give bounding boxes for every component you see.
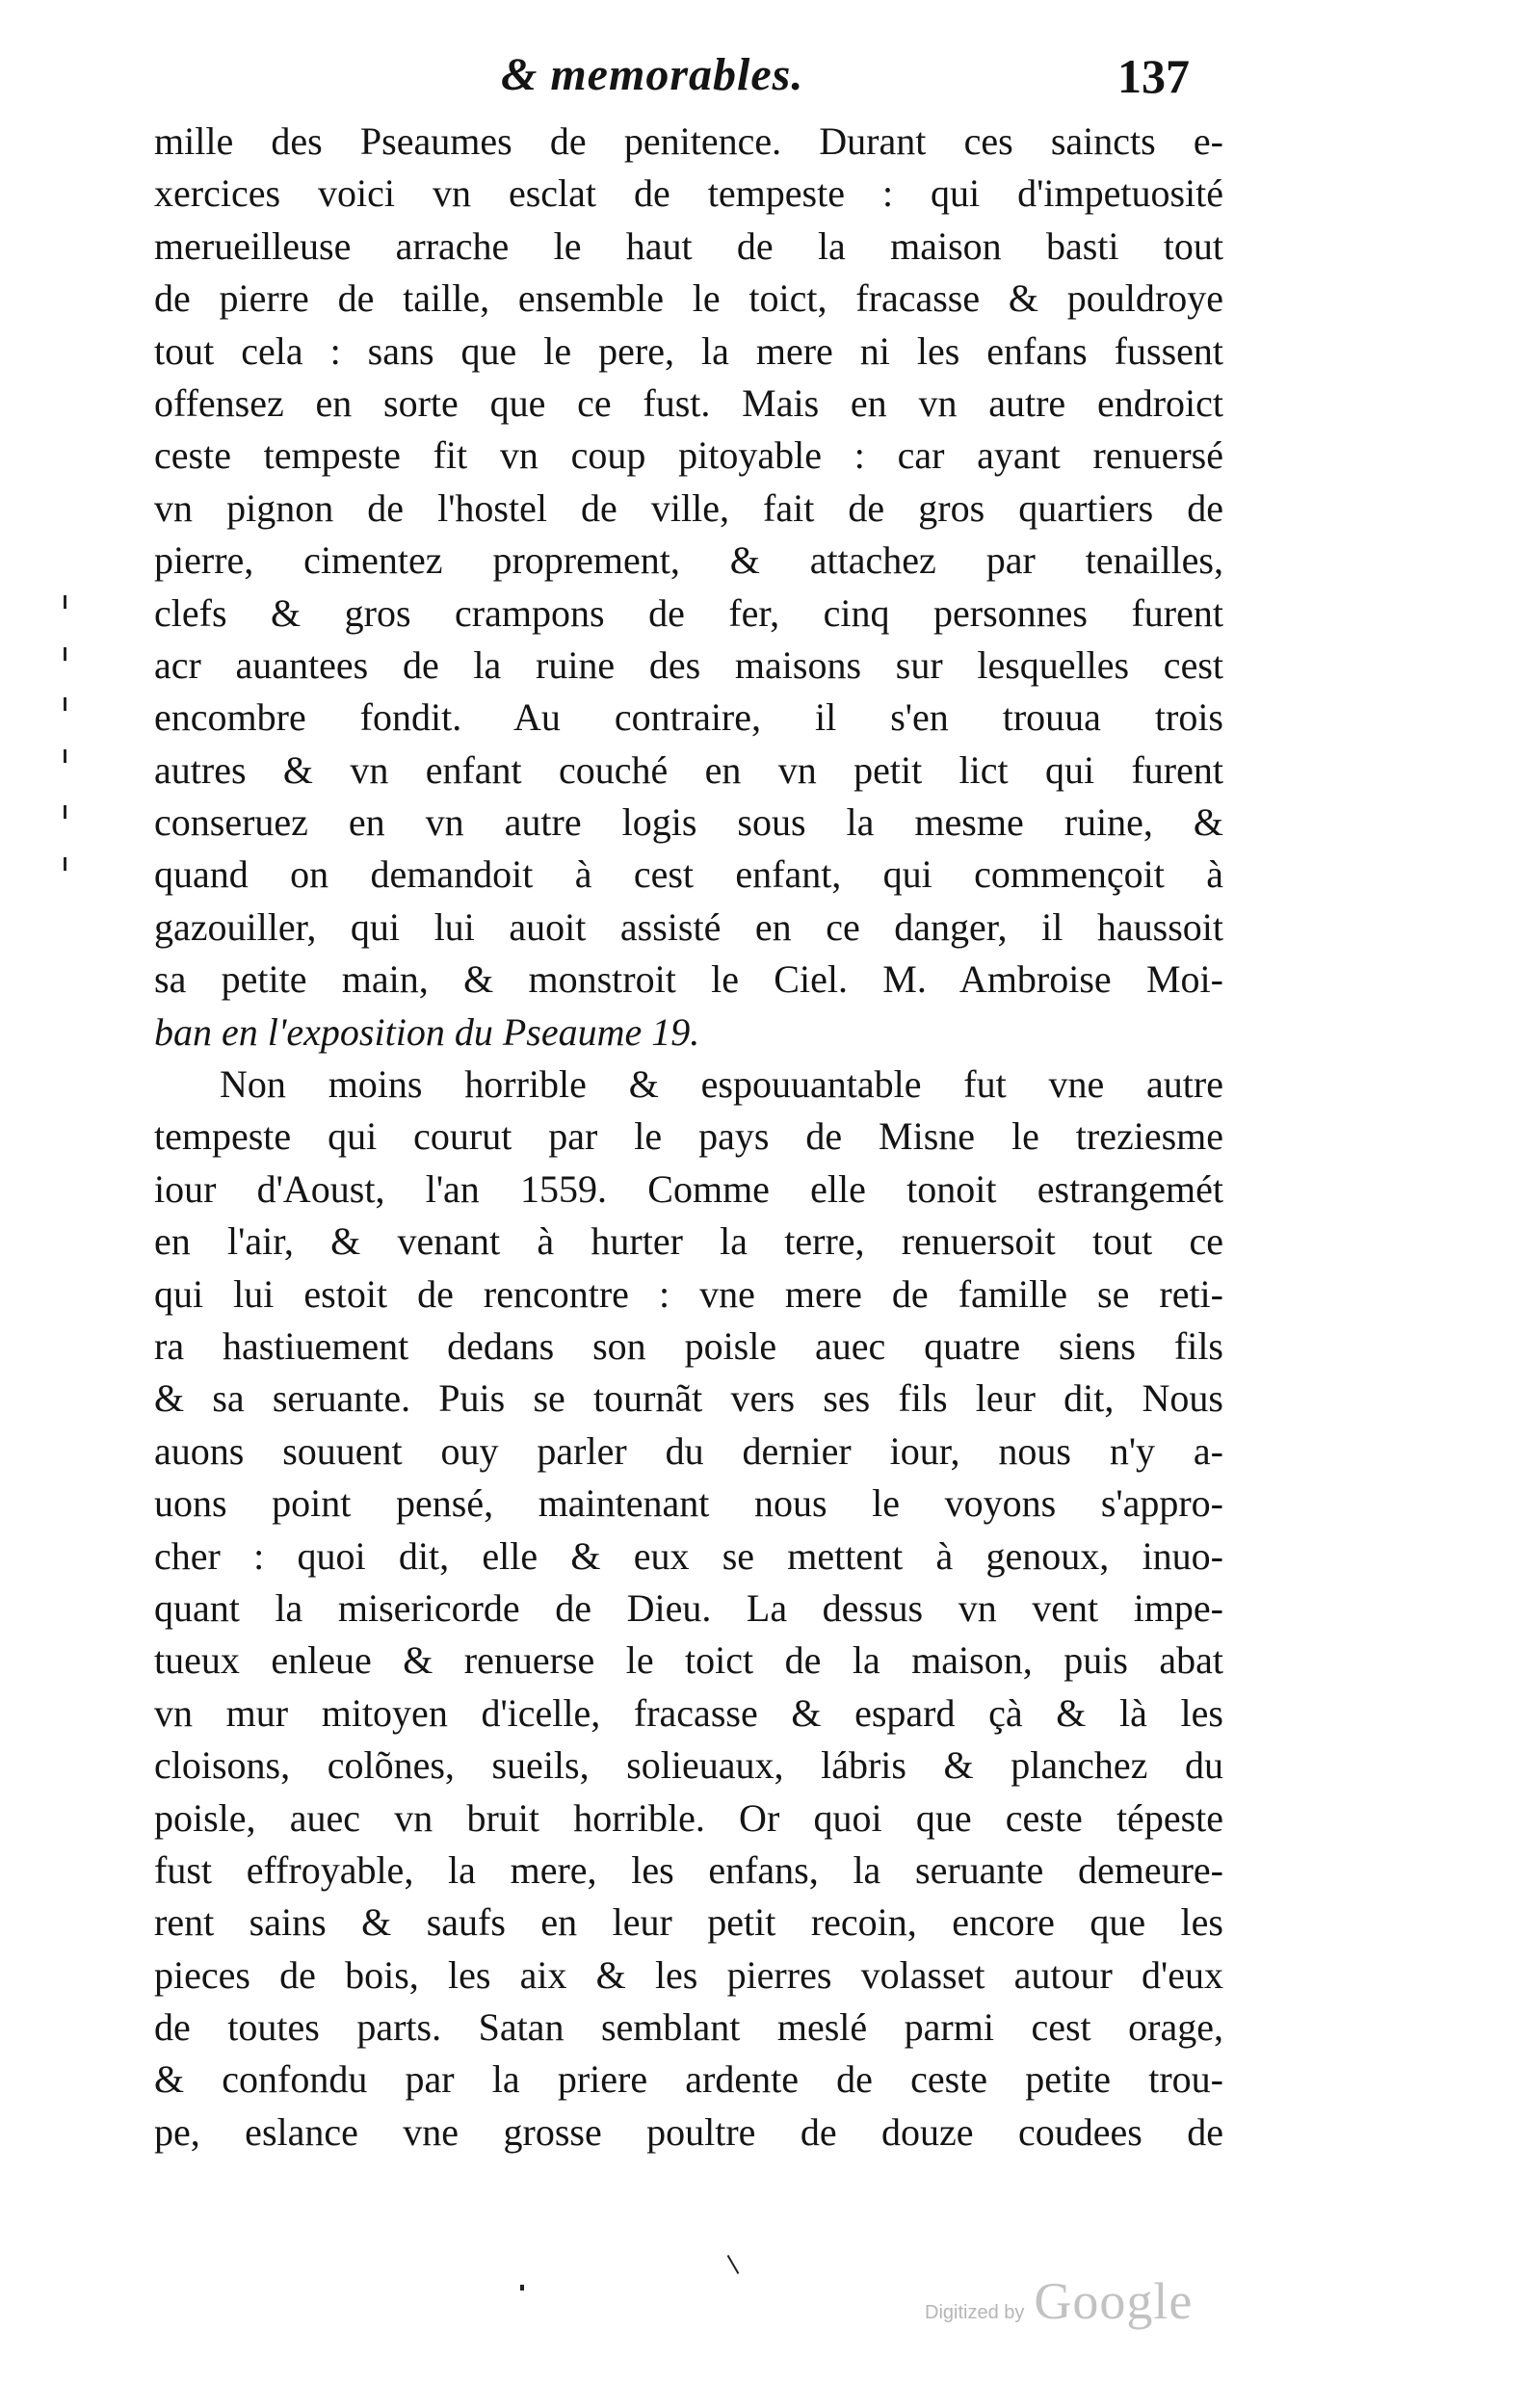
text-line: clefs & gros crampons de fer, cinq personnes furent xyxy=(154,590,1223,635)
text-line: de pierre de taille, ensemble le toict, fracasse & pouldroye xyxy=(154,276,1223,321)
scan-speck xyxy=(520,2285,524,2290)
text-line: qui lui estoit de rencontre : vne mere de famille se reti- xyxy=(154,1271,1223,1316)
running-title: & memorables. xyxy=(501,49,804,100)
text-line: autres & vn enfant couché en vn petit lict qui furent xyxy=(154,747,1223,792)
text-line: quant la misericorde de Dieu. La dessus vn vent impe- xyxy=(154,1585,1223,1630)
text-line: ceste tempeste fit vn coup pitoyable : car ayant renuersé xyxy=(154,433,1223,478)
text-line: poisle, auec vn bruit horrible. Or quoi que ceste tépeste xyxy=(154,1795,1223,1840)
text-line: acr auantees de la ruine des maisons sur lesquelles cest xyxy=(154,642,1223,687)
scan-speck xyxy=(727,2255,740,2274)
text-line: quand on demandoit à cest enfant, qui commençoit à xyxy=(154,852,1223,897)
scan-speck xyxy=(64,749,66,763)
text-line: merueilleuse arrache le haut de la maison basti tout xyxy=(154,223,1223,268)
text-line: iour d'Aoust, l'an 1559. Comme elle tonoit estrangemét xyxy=(154,1166,1223,1211)
text-line: xercices voici vn esclat de tempeste : qui d'impetuosité xyxy=(154,171,1223,216)
text-line: & sa seruante. Puis se tournãt vers ses fils leur dit, Nous xyxy=(154,1376,1223,1421)
text-line: mille des Pseaumes de penitence. Durant ces saincts e- xyxy=(154,119,1223,163)
text-line: sa petite main, & monstroit le Ciel. M. Ambroise Moi- xyxy=(154,957,1223,1002)
page-header xyxy=(0,48,1523,116)
text-line: rent sains & saufs en leur petit recoin, encore que les xyxy=(154,1900,1223,1945)
text-line: en l'air, & venant à hurter la terre, renuersoit tout ce xyxy=(154,1219,1223,1264)
scan-speck xyxy=(64,697,66,711)
text-line: vn mur mitoyen d'icelle, fracasse & espard çà & là les xyxy=(154,1690,1223,1735)
text-line: gazouiller, qui lui auoit assisté en ce danger, il haussoit xyxy=(154,904,1223,949)
paragraph-first-line: Non moins horrible & espouuantable fut vne autre xyxy=(220,1062,1223,1107)
google-logo: Google xyxy=(1034,2272,1194,2330)
scan-speck xyxy=(64,857,66,871)
body-text xyxy=(154,116,1223,2159)
digitized-label: Digitized by xyxy=(925,2302,1025,2323)
text-line: cher : quoi dit, elle & eux se mettent à genoux, inuo- xyxy=(154,1533,1223,1578)
text-line: tempeste qui courut par le pays de Misne le treziesme xyxy=(154,1114,1223,1159)
citation-line: ban en l'exposition du Pseaume 19. xyxy=(154,1009,700,1054)
text-line: de toutes parts. Satan semblant meslé parmi cest orage, xyxy=(154,2005,1223,2050)
text-line: fust effroyable, la mere, les enfans, la seruante demeure- xyxy=(154,1847,1223,1892)
text-line: tout cela : sans que le pere, la mere ni les enfans fussent xyxy=(154,328,1223,373)
scan-speck xyxy=(64,647,66,661)
text-line: pe, eslance vne grosse poultre de douze coudees de xyxy=(154,2109,1223,2154)
text-line: encombre fondit. Au contraire, il s'en trouua trois xyxy=(154,695,1223,740)
digitized-watermark xyxy=(925,2271,1193,2329)
text-line: tueux enleue & renuerse le toict de la maison, puis abat xyxy=(154,1638,1223,1683)
text-line: uons point pensé, maintenant nous le voyons s'appro- xyxy=(154,1481,1223,1526)
text-line: vn pignon de l'hostel de ville, fait de gros quartiers de xyxy=(154,485,1223,530)
scan-speck xyxy=(64,805,66,819)
text-line: ra hastiuement dedans son poisle auec quatre siens fils xyxy=(154,1323,1223,1368)
text-line: pierre, cimentez proprement, & attachez par tenailles, xyxy=(154,538,1223,583)
scan-speck xyxy=(64,595,66,609)
text-line: & confondu par la priere ardente de ceste petite trou- xyxy=(154,2057,1223,2102)
text-line: auons souuent ouy parler du dernier iour, nous n'y a- xyxy=(154,1428,1223,1473)
text-line: cloisons, colõnes, sueils, solieuaux, lábris & planchez du xyxy=(154,1743,1223,1788)
text-line: offensez en sorte que ce fust. Mais en vn autre endroict xyxy=(154,380,1223,425)
text-line: pieces de bois, les aix & les pierres volasset autour d'eux xyxy=(154,1952,1223,1997)
text-line: conseruez en vn autre logis sous la mesme ruine, & xyxy=(154,800,1223,845)
page-number: 137 xyxy=(1117,49,1190,103)
